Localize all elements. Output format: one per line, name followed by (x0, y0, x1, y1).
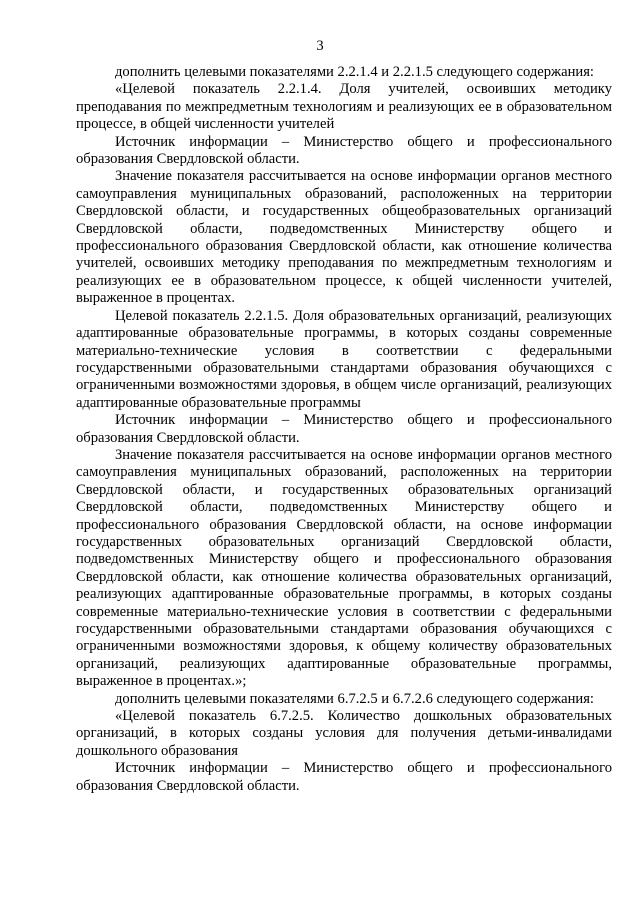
document-body (76, 64, 612, 795)
paragraph-source-2-2-1-4: Источник информации – Министерство общего и профессионального образования Свердловской области. (76, 133, 612, 168)
page-number: 3 (316, 38, 324, 54)
paragraph-amend-2-2-1: дополнить целевыми показателями 2.2.1.4 и 2.2.1.5 следующего содержания: (115, 64, 594, 80)
paragraph-calculation-2-2-1-4: Значение показателя рассчитывается на основе информации органов местного самоуправления муниципальных образований, расположенных на территории Свердловской области, и государственных общеобразовательных организаций Свердловской области, подведомственных Министерству общего и профессионального образования Свердловской области, как отношение количества учителей, освоивших методику преподавания по межпредметным технологиям и реализующих ее в образовательном процессе, к общей численности учителей, выраженное в процентах. (76, 168, 612, 307)
paragraph-source-2-2-1-5: Источник информации – Министерство общего и профессионального образования Свердловской области. (76, 412, 612, 446)
paragraph-source-6-7-2-5: Источник информации – Министерство общего и профессионального образования Свердловской области. (76, 760, 612, 794)
paragraph-calculation-2-2-1-5: Значение показателя рассчитывается на основе информации органов местного самоуправления муниципальных образований, расположенных на территории Свердловской области, и государственных образовательных организаций Свердловской области, подведомственных Министерству общего и профессионального образования Свердловской области, на основе информации государственных образовательных организаций Свердловской области, подведомственных Министерству общего и профессионального образования Свердловской области, как отношение количества образовательных организаций, реализующих адаптированные образовательные программы, в которых созданы современные материально-технические условия в соответствии с федеральными государственными образовательными стандартами образования обучающихся с ограниченными возможностями здоровья, к общему количеству образовательных организаций, реализующих адаптированные образовательные программы, выраженное в процентах.»; (76, 446, 612, 690)
paragraph-amend-6-7-2: дополнить целевыми показателями 6.7.2.5 и 6.7.2.6 следующего содержания: (115, 690, 594, 707)
paragraph-indicator-6-7-2-5: «Целевой показатель 6.7.2.5. Количество дошкольных образовательных организаций, в которых созданы условия для получения детьми-инвалидами дошкольного образования (76, 708, 612, 759)
paragraph-indicator-2-2-1-5: Целевой показатель 2.2.1.5. Доля образовательных организаций, реализующих адаптированные образовательные программы, в которых созданы современные материально-технические условия в соответствии с федеральными государственными образовательными стандартами образования обучающихся с ограниченными возможностями здоровья, в общем числе организаций, реализующих адаптированные образовательные программы (76, 307, 612, 411)
paragraph-indicator-2-2-1-4: «Целевой показатель 2.2.1.4. Доля учителей, освоивших методику преподавания по межпредметным технологиям и реализующих ее в образовательном процессе, в общей численности учителей (76, 81, 612, 133)
